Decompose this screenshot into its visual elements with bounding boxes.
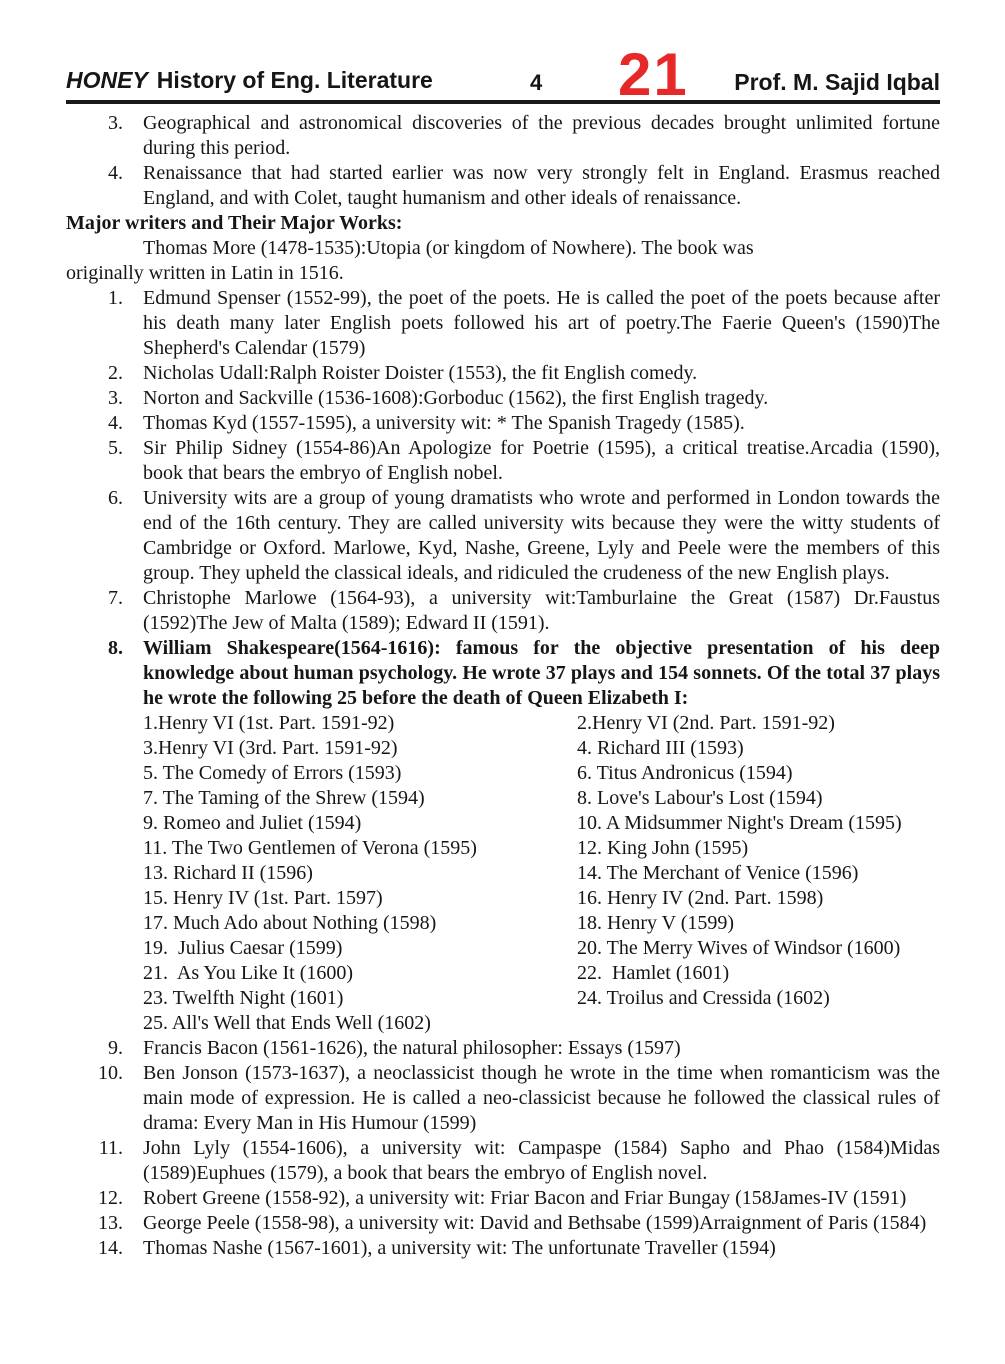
item-text: Nicholas Udall:Ralph Roister Doister (1553), the fit English comedy. (143, 362, 698, 384)
item-text: Francis Bacon (1561-1626), the natural philosopher: Essays (1597) (143, 1037, 681, 1059)
plays-column-right (577, 711, 940, 1036)
list-item (66, 286, 940, 361)
shakespeare-plays-list (66, 711, 940, 1036)
item-number: 13. (98, 1212, 123, 1234)
item-number: 10. (98, 1062, 123, 1084)
play-entry: 2.Henry VI (2nd. Part. 1591-92) (577, 712, 835, 734)
play-entry: 17. Much Ado about Nothing (1598) (143, 912, 437, 934)
author-name: Prof. M. Sajid Iqbal (734, 69, 940, 95)
item-number: 11. (98, 1137, 123, 1159)
play-entry: 24. Troilus and Cressida (1602) (577, 987, 830, 1009)
item-text: John Lyly (1554-1606), a university wit: Campaspe (1584) Sapho and Phao (1584)Midas (1589)Euphues (1579), a book that bears the embryo of English novel. (143, 1137, 940, 1184)
item-text: George Peele (1558-98), a university wit: David and Bethsabe (1599)Arraignment of Paris (1584) (143, 1212, 927, 1234)
paragraph-line: originally written in Latin in 1516. (66, 262, 344, 284)
item-text: Robert Greene (1558-92), a university wit: Friar Bacon and Friar Bungay (158James-IV (1591) (143, 1187, 907, 1209)
list-item (66, 1236, 940, 1261)
play-entry: 21. As You Like It (1600) (143, 962, 354, 984)
list-item (66, 586, 940, 636)
list-item (66, 436, 940, 486)
item-number: 9. (108, 1037, 123, 1059)
play-entry: 10. A Midsummer Night's Dream (1595) (577, 812, 902, 834)
item-number: 8. (108, 637, 123, 659)
item-number: 4. (108, 412, 123, 434)
list-item (66, 486, 940, 586)
list-item-shakespeare (66, 636, 940, 711)
play-entry: 3.Henry VI (3rd. Part. 1591-92) (143, 737, 398, 759)
list-item (66, 411, 940, 436)
list-item (66, 1036, 940, 1061)
play-entry: 5. The Comedy of Errors (1593) (143, 762, 402, 784)
item-number: 5. (108, 437, 123, 459)
item-text: Christophe Marlowe (1564-93), a university wit:Tamburlaine the Great (1587) Dr.Faustus (1592)The Jew of Malta (1589); Edward II (1591). (143, 587, 940, 634)
item-text: Norton and Sackville (1536-1608):Gorboduc (1562), the first English tragedy. (143, 387, 769, 409)
play-entry: 4. Richard III (1593) (577, 737, 744, 759)
play-entry: 18. Henry V (1599) (577, 912, 735, 934)
lecture-number: 21 (618, 41, 689, 108)
play-entry: 8. Love's Labour's Lost (1594) (577, 787, 823, 809)
header-title-group (66, 68, 433, 95)
section-heading: Major writers and Their Major Works: (66, 212, 403, 234)
list-item (66, 1061, 940, 1136)
page-number: 4 (530, 70, 543, 95)
list-item (66, 161, 940, 211)
play-entry: 15. Henry IV (1st. Part. 1597) (143, 887, 383, 909)
play-entry: 16. Henry IV (2nd. Part. 1598) (577, 887, 824, 909)
play-entry: 6. Titus Andronicus (1594) (577, 762, 793, 784)
item-text: University wits are a group of young dramatists who wrote and performed in London towards the end of the 16th century. They are called university wits because they were the witty students of Cambridge or Oxford. Marlowe, Kyd, Nashe, Greene, Lyly and Peele were the members of this group. They upheld the classical ideals, and ridiculed the crudeness of the new English plays. (143, 487, 940, 584)
item-text: Sir Philip Sidney (1554-86)An Apologize for Poetrie (1595), a critical treatise.Arcadia (1590), book that bears the embryo of English nobel. (143, 437, 940, 484)
item-text: Edmund Spenser (1552-99), the poet of the poets. He is called the poet of the poets because after his death many later English poets followed his art of poetry.The Faerie Queen's (1590)The Shepherd's Calendar (1579) (143, 287, 940, 359)
item-number: 6. (108, 487, 123, 509)
play-entry: 7. The Taming of the Shrew (1594) (143, 787, 425, 809)
list-item (66, 1186, 940, 1211)
item-text: Ben Jonson (1573-1637), a neoclassicist though he wrote in the time when romanticism was the main mode of expression. He is called a neo-classicist because he followed the classical rules of drama: Every Man in His Humour (1599) (143, 1062, 940, 1134)
document-body (66, 104, 940, 1261)
list-item (66, 361, 940, 386)
play-entry: 11. The Two Gentlemen of Verona (1595) (143, 837, 477, 859)
play-entry: 1.Henry VI (1st. Part. 1591-92) (143, 712, 395, 734)
play-entry: 12. King John (1595) (577, 837, 749, 859)
item-text: Geographical and astronomical discoveries of the previous decades brought unlimited fortune during this period. (143, 112, 940, 159)
play-entry: 25. All's Well that Ends Well (1602) (143, 1012, 431, 1034)
paragraph-line: Thomas More (1478-1535):Utopia (or kingdom of Nowhere). The book was (143, 237, 754, 259)
play-entry: 13. Richard II (1596) (143, 862, 313, 884)
play-entry: 23. Twelfth Night (1601) (143, 987, 344, 1009)
thomas-more-paragraph (66, 236, 940, 286)
item-text: William Shakespeare(1564-1616): famous for the objective presentation of his deep knowledge about human psychology. He wrote 37 plays and 154 sonnets. Of the total 37 plays he wrote the following 25 before the death of Queen Elizabeth I: (143, 637, 940, 709)
item-text: Thomas Kyd (1557-1595), a university wit: * The Spanish Tragedy (1585). (143, 412, 745, 434)
item-number: 1. (108, 287, 123, 309)
list-item (66, 1136, 940, 1186)
play-entry: 20. The Merry Wives of Windsor (1600) (577, 937, 901, 959)
play-entry: 19. Julius Caesar (1599) (143, 937, 343, 959)
item-number: 3. (108, 112, 123, 134)
item-number: 3. (108, 387, 123, 409)
brand-name: HONEY (66, 67, 148, 93)
item-number: 2. (108, 362, 123, 384)
list-item (66, 386, 940, 411)
list-item (66, 1211, 940, 1236)
page-header (66, 41, 940, 108)
plays-column-left (143, 711, 577, 1036)
play-entry: 14. The Merchant of Venice (1596) (577, 862, 859, 884)
item-text: Thomas Nashe (1567-1601), a university wit: The unfortunate Traveller (1594) (143, 1237, 776, 1259)
item-number: 7. (108, 587, 123, 609)
page-title: History of Eng. Literature (156, 67, 433, 93)
play-entry: 9. Romeo and Juliet (1594) (143, 812, 362, 834)
play-entry: 22. Hamlet (1601) (577, 962, 730, 984)
item-number: 12. (98, 1187, 123, 1209)
item-number: 14. (98, 1237, 123, 1259)
item-number: 4. (108, 162, 123, 184)
item-text: Renaissance that had started earlier was now very strongly felt in England. Erasmus reached England, and with Colet, taught humanism and other ideals of renaissance. (143, 162, 940, 209)
list-item (66, 111, 940, 161)
